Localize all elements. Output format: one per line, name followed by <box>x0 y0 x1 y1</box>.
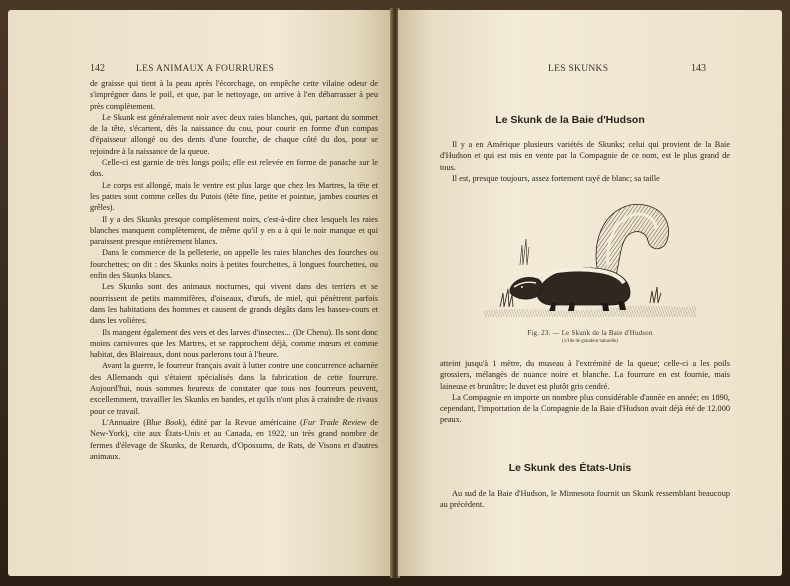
section-title-hudson: Le Skunk de la Baie d'Hudson <box>495 114 645 126</box>
figure-caption <box>480 330 700 344</box>
text-run: ), édité par la Revue américaine ( <box>182 417 303 427</box>
section-title-etats-unis: Le Skunk des États-Unis <box>508 462 632 474</box>
figure-caption-scale: (1/10e de grandeur naturelle) <box>562 339 618 344</box>
left-running-head: LES ANIMAUX A FOURRURES <box>136 64 275 74</box>
paragraph: de graisse qui tient à la peau après l'écorchage, on empêche cette vilaine odeur de s'imprégner dans le poil, et que, par le nettoyage, on arrive à l'en débarrasser à peu près complètement. <box>90 79 378 111</box>
paragraph: Ils mangent également des vers et des larves d'insectes... (Dr Chenu). Ils sont donc moins carnivores que les Martres, et se rapprochent déjà, comme mœurs et comme habitat, des Blaireaux, dont nous parlerons tout à l'heure. <box>90 327 378 360</box>
left-page <box>8 10 392 576</box>
skunk-figure <box>480 195 700 325</box>
right-running-head: LES SKUNKS <box>548 64 609 74</box>
left-body-text <box>90 78 378 462</box>
paragraph: Il y a des Skunks presque complètement noirs, c'est-à-dire chez lesquels les raies blanches manquent complètement, de même qu'il y en a à qui le noir manque et qui paraissent presque entièrement blancs. <box>90 214 378 247</box>
right-page-number: 143 <box>691 63 706 74</box>
paragraph: Avant la guerre, le fourreur français avait à lutter contre une concurrence acharnée des Allemands qui s'étaient spécialisés dans la fabrication de cette fourrure. Aujourd'hui, nous sommes heureux de constater que tous nos fourreurs peuvent, excellemment, travailler les Skunks en bandes, et qu'ils n'ont plus à craindre de rivaux pour ce travail. <box>90 361 378 416</box>
figure-caption-main: Fig. 23. — Le Skunk de la Baie d'Hudson <box>527 330 653 337</box>
paragraph: Les Skunks sont des animaux nocturnes, qui vivent dans des terriers et se nourrissent de petits mammifères, d'oiseaux, d'œufs, de miel, qui pénètrent parfois dans les habitations des hommes et causent de grands dégâts dans les basses-cours et dans les volières. <box>90 282 378 326</box>
text-run: de New-York), cite aux États-Unis et au Canada, en 1922, un très grand nombre de fermes d'élevage de Skunks, de Renards, d'Opossums, de Rats, de Visons et d'autres animaux. <box>90 417 379 461</box>
right-body-text-2 <box>440 358 730 426</box>
paragraph: La Compagnie en importe un nombre plus considérable d'année en année; en 1890, cependant, l'importation de la Compagnie de la Baie d'Hudson avait déjà été de 12.000 peaux. <box>440 392 730 425</box>
paragraph: Celle-ci est garnie de très longs poils; elle est relevée en forme de panache sur le dos. <box>90 158 378 179</box>
paragraph: Au sud de la Baie d'Hudson, le Minnesota fournit un Skunk ressemblant beaucoup au précédent. <box>440 489 730 510</box>
italic-title-fur-trade-review: Fur Trade Review <box>302 417 367 427</box>
right-page <box>398 10 782 576</box>
italic-title-blue-book: Blue Book <box>146 417 183 427</box>
paragraph: Dans le commerce de la pelleterie, on appelle les raies blanches des fourches ou fourchettes; on dit : des Skunks noirs à petites fourchettes, à longues fourchettes, ou enfin des Skunks blancs. <box>90 248 378 281</box>
paragraph: Il est, presque toujours, assez fortement rayé de blanc; sa taille <box>452 173 660 183</box>
paragraph: Le Skunk est généralement noir avec deux raies blanches, qui, partant du sommet de la tête, s'écartent, dès la naissance du cou, pour courir en forme d'un compas d'épaisseur allongé ou des dents d'une fourche, de chaque côté du dos, pour se rejoindre à la naissance de la queue. <box>90 112 378 156</box>
skunk-engraving-icon <box>480 195 700 325</box>
left-page-number: 142 <box>90 63 105 74</box>
right-body-text-1 <box>440 139 730 184</box>
paragraph: Le corps est allongé, mais le ventre est plus large que chez les Martres, la tête et les pattes sont comme celles du Putois (tête fine, petite et pointue, jambes courtes et grêles). <box>90 180 378 213</box>
paragraph: atteint jusqu'à 1 mètre, du museau à l'extrémité de la queue; celle-ci a les poils grossiers, mélangés de nuance noire et blanche. La fourrure en est fournie, mais laineuse et brunâtre; le duvet est plutôt gris cendré. <box>440 359 730 391</box>
paragraph-annuaire <box>90 417 378 462</box>
paragraph: Il y a en Amérique plusieurs variétés de Skunks; celui qui provient de la Baie d'Hudson et qui est mis en vente par la Compagnie de ce nom, est le plus grand de tous. <box>440 140 730 172</box>
right-body-text-3 <box>440 488 730 511</box>
text-run: L'Annuaire ( <box>102 417 147 427</box>
